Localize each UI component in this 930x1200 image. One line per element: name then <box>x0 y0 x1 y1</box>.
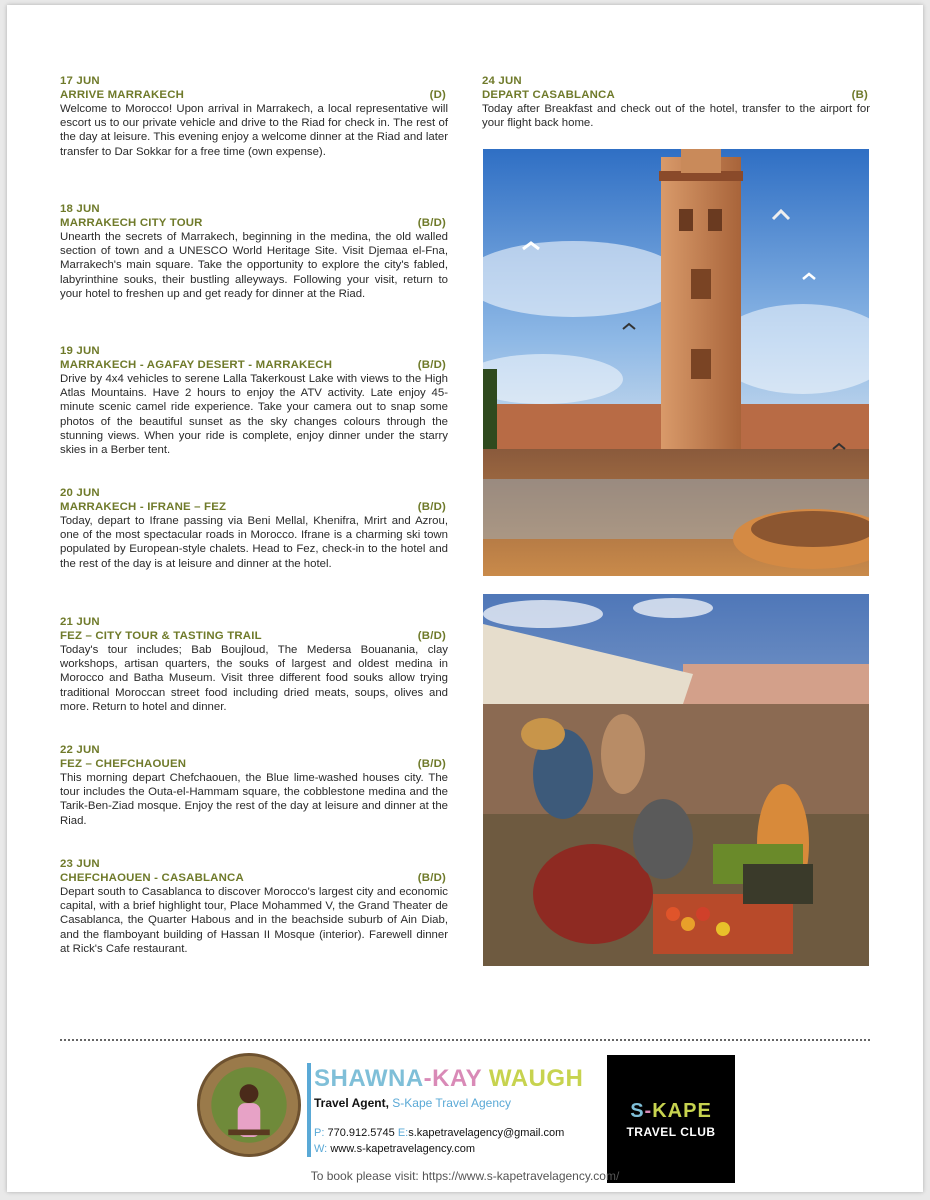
agent-website <box>314 1143 475 1155</box>
day-title: ARRIVE MARRAKECH <box>60 89 185 101</box>
agent-accent-bar <box>307 1063 311 1157</box>
day-meals: (B/D) <box>417 501 446 513</box>
day-title: MARRAKECH CITY TOUR <box>60 217 203 229</box>
agent-name-part: WAUGH <box>488 1065 584 1092</box>
logo-main-text <box>630 1100 712 1123</box>
day-20-jun <box>60 486 448 615</box>
day-meals: (B/D) <box>417 872 446 884</box>
moroccan-market-photo <box>483 594 869 966</box>
day-meals: (B/D) <box>417 359 446 371</box>
day-meals: (D) <box>429 89 446 101</box>
day-description: Drive by 4x4 vehicles to serene Lalla Takerkoust Lake with views to the High Atlas Mountains. Have 2 hours to enjoy the ATV activity. Late enjoy 45-minute scenic camel ride experience. Take your camera out to snap some photos of the beautiful sunset as the sky changes colours through the stunning views. When your ride is complete, enjoy dinner under the starry skies in a Berber tent. <box>60 373 448 457</box>
day-description: Today's tour includes; Bab Boujloud, The Medersa Bouanania, clay workshops, artisan quarters, the souks of largest and oldest medina in Morocco and Batha Museum. Visit three different food souks allow trying traditional Moroccan street food including dried meats, soups, olives and more. Return to hotel and dinner. <box>60 644 448 713</box>
day-description: Unearth the secrets of Marrakech, beginning in the medina, the old walled section of town and a UNESCO World Heritage Site. Visit Djemaa el-Fna, Marrakech's main square. Take the opportunity to explore the city's fabled, labyrinthine souks, their bustling alleyways. Following your visit, return to your hotel to freshen up and get ready for dinner at the Riad. <box>60 231 448 300</box>
logo-letter: - <box>644 1099 653 1122</box>
day-date: 22 JUN <box>60 744 100 756</box>
day-date: 19 JUN <box>60 345 100 357</box>
day-description: Today, depart to Ifrane passing via Beni Mellal, Khenifra, Mrirt and Azrou, one of the most spectacular roads in Morocco. Ifrane is a charming ski town populated by European-style chalets. Head to Fez, check-in to the hotel and the rest of the day is at leisure and dinner at the hotel. <box>60 515 448 570</box>
s-kape-travel-club-logo <box>607 1055 735 1183</box>
website-label: W: <box>314 1143 328 1155</box>
agent-name-part: -KAY <box>423 1065 489 1092</box>
phone-label: P: <box>314 1127 325 1139</box>
day-title: MARRAKECH - AGAFAY DESERT - MARRAKECH <box>60 359 333 371</box>
agent-name-part: SHAWNA <box>314 1065 424 1092</box>
day-date: 23 JUN <box>60 858 100 870</box>
day-19-jun <box>60 344 448 486</box>
agent-phone-email <box>314 1127 564 1139</box>
day-meals: (B/D) <box>417 758 446 770</box>
logo-letter: KAPE <box>652 1099 712 1122</box>
agent-role <box>314 1096 511 1110</box>
day-description: This morning depart Chefchaouen, the Blue lime-washed houses city. The tour includes the Outa-el-Hammam square, the cobblestone medina and the Tarik-Ben-Ziad mosque. Enjoy the rest of the day at leisure and dinner at the Riad. <box>60 772 448 827</box>
agent-name <box>314 1065 583 1093</box>
day-description: Today after Breakfast and check out of the hotel, transfer to the airport for your flight back home. <box>482 103 870 130</box>
day-23-jun <box>60 857 448 956</box>
day-description: Welcome to Morocco! Upon arrival in Marrakech, a local representative will escort us to our private vehicle and drive to the Riad for check in. The rest of the day at leisure. This evening enjoy a welcome dinner at the Riad and later transfer to Dar Sokkar for a free time (own expense). <box>60 103 448 158</box>
footer-divider <box>60 1039 870 1041</box>
email-link[interactable]: s.kapetravelagency@gmail.com <box>408 1127 565 1139</box>
itinerary-left-column <box>60 74 448 956</box>
day-title: CHEFCHAOUEN - CASABLANCA <box>60 872 244 884</box>
itinerary-page <box>7 5 923 1192</box>
day-date: 18 JUN <box>60 203 100 215</box>
email-label: E: <box>397 1127 409 1139</box>
day-meals: (B) <box>851 89 868 101</box>
day-meals: (B/D) <box>417 630 446 642</box>
day-date: 24 JUN <box>482 75 522 87</box>
website-link[interactable]: www.s-kapetravelagency.com <box>330 1143 475 1155</box>
day-meals: (B/D) <box>417 217 446 229</box>
phone-value: 770.912.5745 <box>327 1127 395 1139</box>
logo-sub-text: TRAVEL CLUB <box>626 1124 716 1139</box>
agent-avatar <box>197 1053 301 1157</box>
itinerary-right-column <box>482 74 870 130</box>
day-date: 21 JUN <box>60 616 100 628</box>
day-title: FEZ – CHEFCHAOUEN <box>60 758 187 770</box>
day-date: 17 JUN <box>60 75 100 87</box>
logo-letter: S <box>630 1099 645 1122</box>
day-description: Depart south to Casablanca to discover Morocco's largest city and economic capital, with a brief highlight tour, Place Mohammed V, the Grand Theater de Casablanca, the Quarter Habous and in the beachside suburb of Ain Diab, and the flamboyant building of Hassan II Mosque (interior). Farewell dinner at Rick's Cafe restaurant. <box>60 886 448 955</box>
day-title: MARRAKECH - IFRANE – FEZ <box>60 501 227 513</box>
day-18-jun <box>60 202 448 344</box>
agent-agency: S-Kape Travel Agency <box>392 1096 511 1110</box>
day-title: FEZ – CITY TOUR & TASTING TRAIL <box>60 630 262 642</box>
day-title: DEPART CASABLANCA <box>482 89 615 101</box>
day-date: 20 JUN <box>60 487 100 499</box>
day-17-jun <box>60 74 448 202</box>
agent-title: Travel Agent, <box>314 1096 389 1110</box>
koutoubia-mosque-photo <box>483 149 869 576</box>
day-22-jun <box>60 743 448 857</box>
day-21-jun <box>60 615 448 743</box>
booking-link-text[interactable]: To book please visit: https://www.s-kapetravelagency.com/ <box>310 1169 620 1183</box>
day-24-jun <box>482 74 870 130</box>
